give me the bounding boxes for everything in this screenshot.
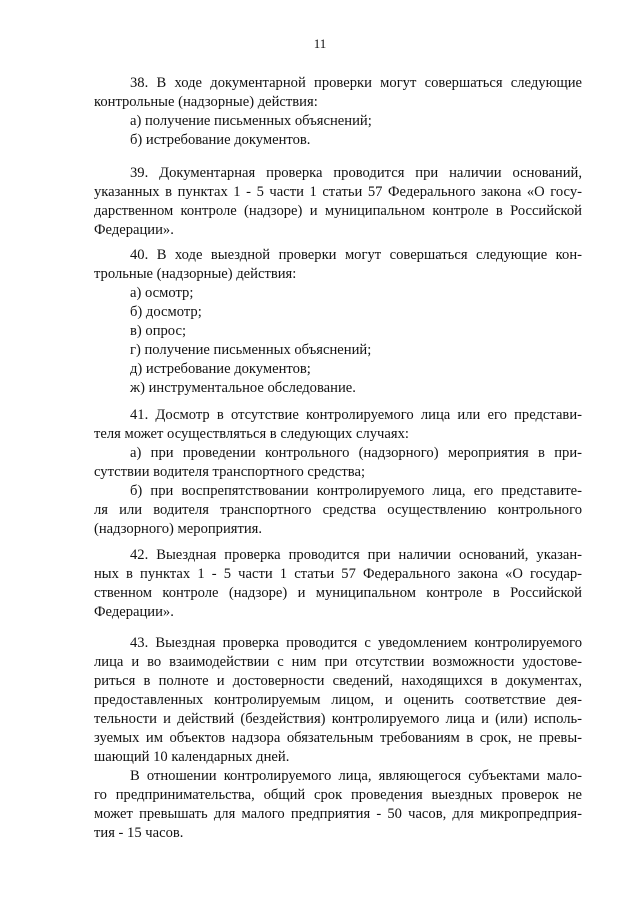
paragraph-39-line-4: Федерации». — [94, 222, 174, 238]
paragraph-41-item-b-line-1: б) при воспрепятствовании контролируемого лица, его представите- — [130, 483, 582, 499]
paragraph-41-line-1: 41. Досмотр в отсутствие контролируемого лица или его представи- — [130, 407, 582, 423]
paragraph-43-line-3: риться в полноте и достоверности сведений, находящихся в документах, — [94, 673, 582, 689]
paragraph-41-item-b-line-3: (надзорного) мероприятия. — [94, 521, 263, 537]
paragraph-43-line-4: предоставленных контролируемым лицом, и оценить соответствие дея- — [94, 692, 582, 708]
paragraph-43-line-2: лица и во взаимодействии с ним при отсутствии возможности удостове- — [94, 654, 582, 670]
paragraph-41-item-b-line-2: ля или водителя транспортного средства осуществлению контрольного — [94, 502, 582, 518]
paragraph-43-line-1: 43. Выездная проверка проводится с уведомлением контролируемого — [130, 635, 582, 651]
paragraph-40-item-d: д) истребование документов; — [130, 361, 311, 377]
paragraph-40-line-2: трольные (надзорные) действия: — [94, 266, 297, 282]
paragraph-42-line-1: 42. Выездная проверка проводится при наличии оснований, указан- — [130, 547, 582, 563]
paragraph-38-line-2: контрольные (надзорные) действия: — [94, 94, 318, 110]
paragraph-40-item-g: г) получение письменных объяснений; — [130, 342, 372, 358]
paragraph-40-item-zh: ж) инструментальное обследование. — [130, 380, 356, 396]
paragraph-42-line-3: ственном контроле (надзоре) и муниципальном контроле в Российской — [94, 585, 582, 601]
paragraph-40-item-a: а) осмотр; — [130, 285, 194, 301]
paragraph-40-item-v: в) опрос; — [130, 323, 186, 339]
paragraph-43-line-7: шающий 10 календарных дней. — [94, 749, 290, 765]
paragraph-40-line-1: 40. В ходе выездной проверки могут совершаться следующие кон- — [130, 247, 582, 263]
paragraph-43-line-11: тия - 15 часов. — [94, 825, 184, 841]
paragraph-38-line-1: 38. В ходе документарной проверки могут совершаться следующие — [130, 75, 582, 91]
paragraph-39-line-2: указанных в пунктах 1 - 5 части 1 статьи 57 Федерального закона «О госу- — [94, 184, 582, 200]
paragraph-41-line-2: теля может осуществляться в следующих случаях: — [94, 426, 409, 442]
paragraph-43-line-8: В отношении контролируемого лица, являющегося субъектами мало- — [130, 768, 582, 784]
paragraph-42-line-2: ных в пунктах 1 - 5 части 1 статьи 57 Федерального закона «О государ- — [94, 566, 582, 582]
page-number: 11 — [313, 36, 327, 51]
paragraph-38-item-a: а) получение письменных объяснений; — [130, 113, 372, 129]
paragraph-39-line-3: дарственном контроле (надзоре) и муниципальном контроле в Российской — [94, 203, 582, 219]
paragraph-41-item-a-line-2: сутствии водителя транспортного средства; — [94, 464, 366, 480]
paragraph-39-line-1: 39. Документарная проверка проводится при наличии оснований, — [130, 165, 582, 181]
paragraph-42-line-4: Федерации». — [94, 604, 174, 620]
paragraph-43-line-10: может превышать для малого предприятия - 50 часов, для микропредприя- — [94, 806, 582, 822]
paragraph-41-item-a-line-1: а) при проведении контрольного (надзорного) мероприятия в при- — [130, 445, 582, 461]
paragraph-40-item-b: б) досмотр; — [130, 304, 202, 320]
paragraph-43-line-6: зуемых им объектов надзора обязательным требованиям в срок, не превы- — [94, 730, 582, 746]
paragraph-43-line-5: тельности и действий (бездействия) контролируемого лица и (или) исполь- — [94, 711, 582, 727]
paragraph-38-item-b: б) истребование документов. — [130, 132, 311, 148]
paragraph-43-line-9: го предпринимательства, общий срок проведения выездных проверок не — [94, 787, 582, 803]
